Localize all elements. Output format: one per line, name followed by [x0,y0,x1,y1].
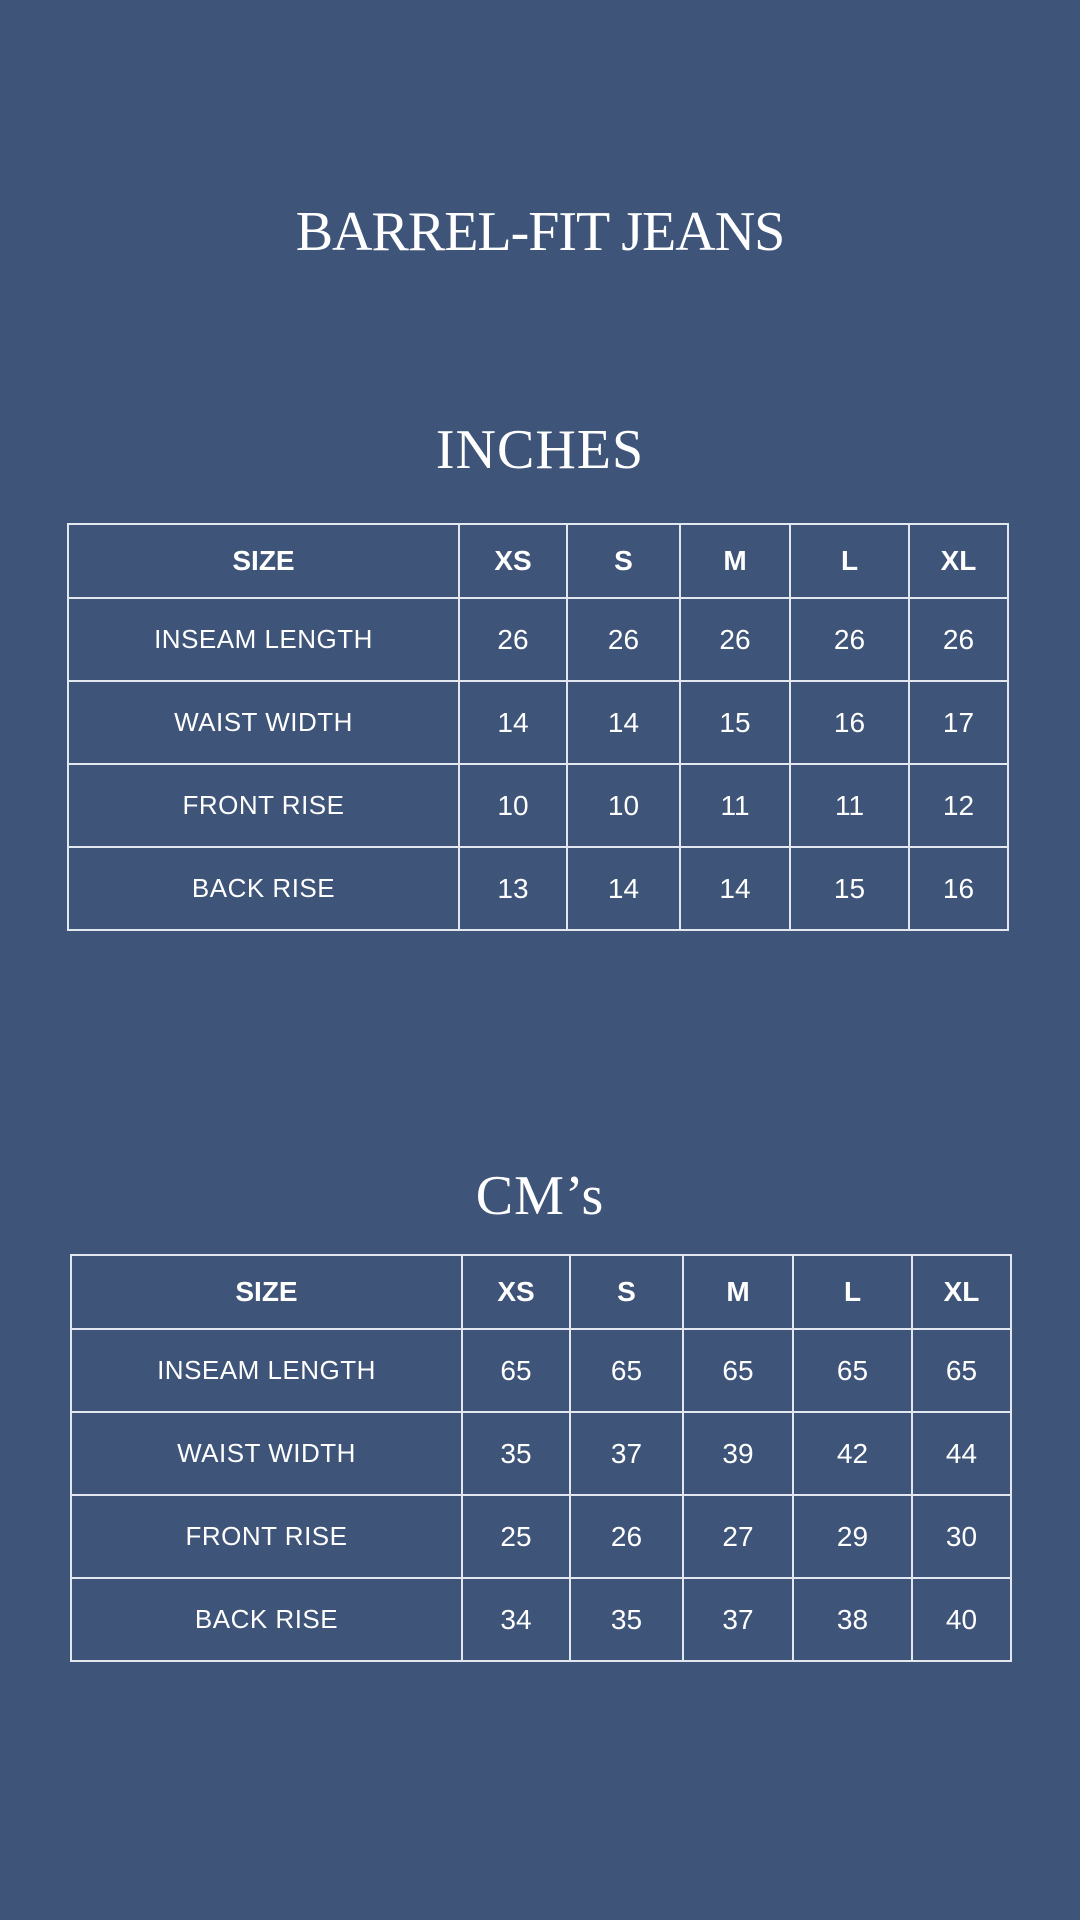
table-row [71,1495,1011,1578]
value-cell: 14 [680,847,790,930]
value-cell: 65 [793,1329,912,1412]
row-label-back-rise: BACK RISE [68,847,459,930]
inches-size-table [67,523,1009,931]
value-cell: 26 [790,598,909,681]
value-cell: 26 [570,1495,683,1578]
value-cell: 11 [790,764,909,847]
value-cell: 14 [567,847,680,930]
size-col-m: M [680,524,790,598]
value-cell: 34 [462,1578,570,1661]
value-cell: 65 [462,1329,570,1412]
table-header-row [68,524,1008,598]
value-cell: 10 [567,764,680,847]
value-cell: 14 [567,681,680,764]
table-row [68,681,1008,764]
table-row [68,764,1008,847]
value-cell: 26 [459,598,567,681]
size-col-l: L [793,1255,912,1329]
inches-heading: INCHES [435,419,645,481]
value-cell: 39 [683,1412,793,1495]
value-cell: 10 [459,764,567,847]
value-cell: 38 [793,1578,912,1661]
value-cell: 37 [570,1412,683,1495]
value-cell: 26 [567,598,680,681]
value-cell: 30 [912,1495,1011,1578]
value-cell: 35 [570,1578,683,1661]
value-cell: 17 [909,681,1008,764]
value-cell: 12 [909,764,1008,847]
size-header: SIZE [71,1255,462,1329]
value-cell: 13 [459,847,567,930]
value-cell: 26 [680,598,790,681]
value-cell: 25 [462,1495,570,1578]
row-label-front-rise: FRONT RISE [68,764,459,847]
value-cell: 44 [912,1412,1011,1495]
size-col-xs: XS [459,524,567,598]
cm-size-table [70,1254,1012,1662]
table-row [68,598,1008,681]
value-cell: 29 [793,1495,912,1578]
size-col-xs: XS [462,1255,570,1329]
value-cell: 26 [909,598,1008,681]
row-label-front-rise: FRONT RISE [71,1495,462,1578]
row-label-waist-width: WAIST WIDTH [68,681,459,764]
row-label-inseam-length: INSEAM LENGTH [68,598,459,681]
value-cell: 65 [912,1329,1011,1412]
row-label-waist-width: WAIST WIDTH [71,1412,462,1495]
row-label-back-rise: BACK RISE [71,1578,462,1661]
size-header: SIZE [68,524,459,598]
table-row [68,847,1008,930]
cm-heading: CM’s [475,1165,605,1227]
value-cell: 16 [909,847,1008,930]
value-cell: 65 [683,1329,793,1412]
size-col-xl: XL [912,1255,1011,1329]
value-cell: 14 [459,681,567,764]
size-col-m: M [683,1255,793,1329]
value-cell: 15 [790,847,909,930]
table-header-row [71,1255,1011,1329]
size-col-l: L [790,524,909,598]
value-cell: 40 [912,1578,1011,1661]
value-cell: 65 [570,1329,683,1412]
value-cell: 37 [683,1578,793,1661]
value-cell: 27 [683,1495,793,1578]
value-cell: 42 [793,1412,912,1495]
size-col-xl: XL [909,524,1008,598]
size-col-s: S [567,524,680,598]
table-row [71,1412,1011,1495]
value-cell: 15 [680,681,790,764]
table-row [71,1329,1011,1412]
table-row [71,1578,1011,1661]
value-cell: 11 [680,764,790,847]
value-cell: 35 [462,1412,570,1495]
row-label-inseam-length: INSEAM LENGTH [71,1329,462,1412]
value-cell: 16 [790,681,909,764]
page-title: BARREL-FIT JEANS [295,201,785,263]
size-col-s: S [570,1255,683,1329]
